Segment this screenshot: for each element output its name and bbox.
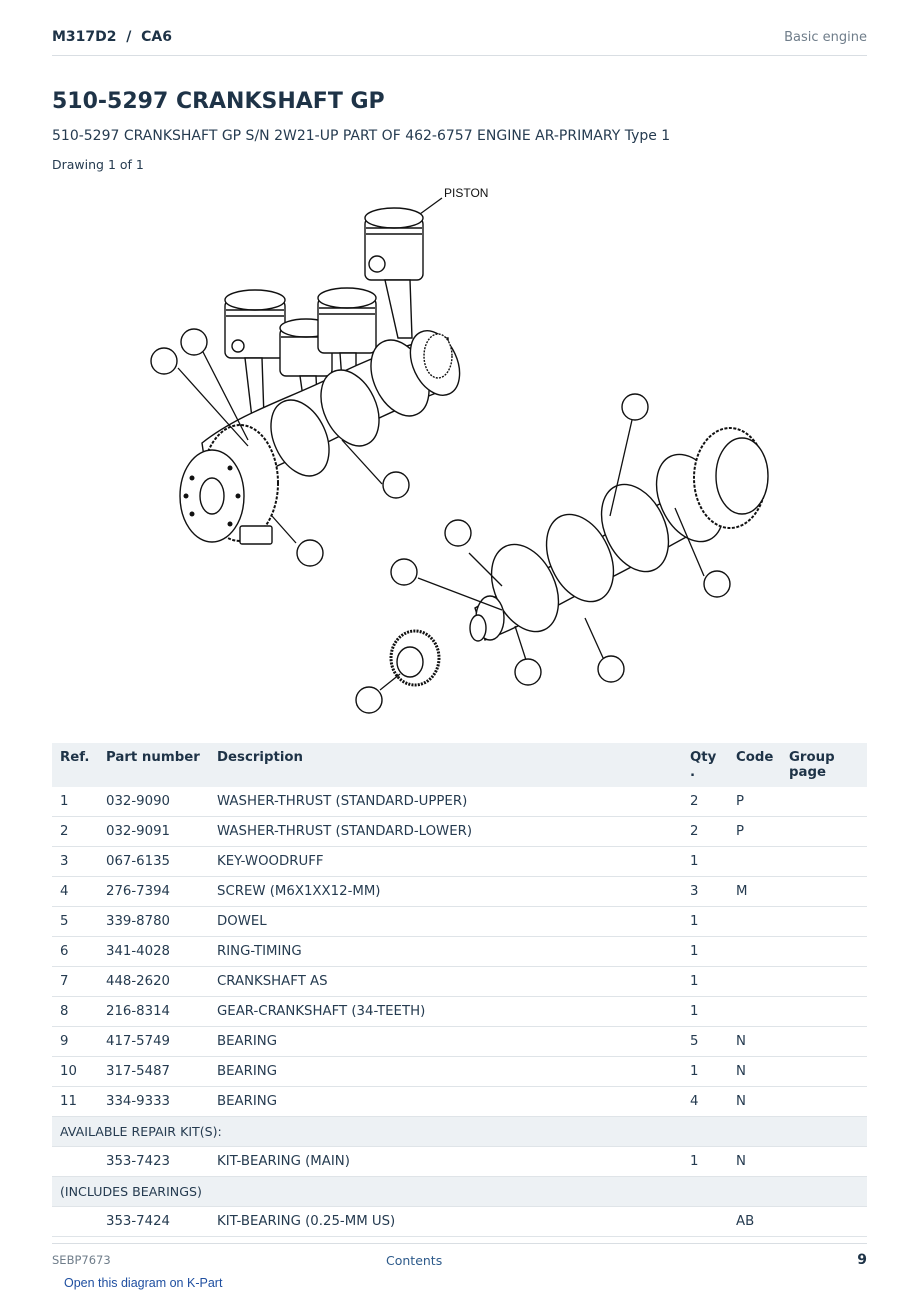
table-row: [52, 907, 867, 937]
col-header-description: Description: [209, 743, 682, 787]
callout-circle: [383, 472, 409, 498]
part-number-cell: 353-7424: [98, 1207, 209, 1237]
description-cell: BEARING: [209, 1057, 682, 1087]
group-page-cell: [781, 1057, 867, 1087]
qty-cell: [682, 1207, 728, 1237]
description-cell: BEARING: [209, 1027, 682, 1057]
code-cell: N: [728, 1147, 781, 1177]
col-header-qty: Qty .: [682, 743, 728, 787]
qty-cell: 1: [682, 847, 728, 877]
description-cell: CRANKSHAFT AS: [209, 967, 682, 997]
description-cell: WASHER-THRUST (STANDARD-LOWER): [209, 817, 682, 847]
qty-cell: 1: [682, 907, 728, 937]
col-header-group-page: Group page: [781, 743, 867, 787]
part-number-cell: 032-9090: [98, 787, 209, 817]
table-row: [52, 787, 867, 817]
group-page-cell: [781, 967, 867, 997]
group-page-cell: [781, 1087, 867, 1117]
parts-table: [52, 743, 867, 1237]
crank-gear: [391, 631, 439, 685]
table-row: [52, 877, 867, 907]
qty-cell: 2: [682, 787, 728, 817]
callout-circle: [598, 656, 624, 682]
description-cell: SCREW (M6X1XX12-MM): [209, 877, 682, 907]
piston-callout-label: PISTON: [444, 186, 489, 200]
section-label: (INCLUDES BEARINGS): [52, 1177, 867, 1207]
piston-left-3: [318, 288, 376, 353]
part-number-cell: 341-4028: [98, 937, 209, 967]
qty-cell: 2: [682, 817, 728, 847]
group-page-cell: [781, 847, 867, 877]
group-page-cell: [781, 877, 867, 907]
model-label: M317D2 / CA6: [52, 29, 172, 45]
ref-cell: [52, 1207, 98, 1237]
table-header-row: [52, 743, 867, 787]
callout-circle: [515, 659, 541, 685]
col-header-code: Code: [728, 743, 781, 787]
ref-cell: 4: [52, 877, 98, 907]
code-cell: N: [728, 1087, 781, 1117]
ref-cell: 8: [52, 997, 98, 1027]
group-page-cell: [781, 1027, 867, 1057]
ref-cell: 3: [52, 847, 98, 877]
part-number-cell: 353-7423: [98, 1147, 209, 1177]
description-cell: RING-TIMING: [209, 937, 682, 967]
code-cell: [728, 847, 781, 877]
part-number-cell: 417-5749: [98, 1027, 209, 1057]
qty-cell: 4: [682, 1087, 728, 1117]
description-cell: GEAR-CRANKSHAFT (34-TEETH): [209, 997, 682, 1027]
group-page-cell: [781, 997, 867, 1027]
contents-link[interactable]: Contents: [386, 1253, 443, 1268]
col-header-part-number: Part number: [98, 743, 209, 787]
table-row: [52, 847, 867, 877]
qty-cell: 5: [682, 1027, 728, 1057]
part-number-cell: 276-7394: [98, 877, 209, 907]
ref-cell: [52, 1147, 98, 1177]
exploded-parts-diagram: [130, 178, 790, 723]
callout-circle: [391, 559, 417, 585]
page-title: 510-5297 CRANKSHAFT GP: [52, 89, 385, 114]
ref-cell: 9: [52, 1027, 98, 1057]
crankshaft-right: [470, 428, 768, 642]
footer-divider: [52, 1243, 867, 1244]
group-page-cell: [781, 1207, 867, 1237]
qty-cell: 1: [682, 1057, 728, 1087]
code-cell: N: [728, 1057, 781, 1087]
code-cell: AB: [728, 1207, 781, 1237]
code-cell: P: [728, 817, 781, 847]
table-row: [52, 997, 867, 1027]
qty-cell: 1: [682, 1147, 728, 1177]
group-page-cell: [781, 937, 867, 967]
table-row: [52, 817, 867, 847]
code-cell: [728, 937, 781, 967]
table-row: [52, 1087, 867, 1117]
section-label: Basic engine: [784, 30, 867, 45]
group-page-cell: [781, 787, 867, 817]
table-section-row: [52, 1177, 867, 1207]
description-cell: WASHER-THRUST (STANDARD-UPPER): [209, 787, 682, 817]
description-cell: KIT-BEARING (MAIN): [209, 1147, 682, 1177]
ref-cell: 6: [52, 937, 98, 967]
qty-cell: 3: [682, 877, 728, 907]
document-id: SEBP7673: [52, 1253, 111, 1267]
table-section-row: [52, 1117, 867, 1147]
code-cell: N: [728, 1027, 781, 1057]
qty-cell: 1: [682, 937, 728, 967]
qty-cell: 1: [682, 997, 728, 1027]
description-cell: KIT-BEARING (0.25-MM US): [209, 1207, 682, 1237]
code-cell: P: [728, 787, 781, 817]
page-number: 9: [857, 1252, 867, 1268]
piston-left-1: [225, 290, 285, 358]
callout-circle: [622, 394, 648, 420]
callout-circle: [445, 520, 471, 546]
ref-cell: 11: [52, 1087, 98, 1117]
code-cell: [728, 907, 781, 937]
qty-cell: 1: [682, 967, 728, 997]
page-subtitle: 510-5297 CRANKSHAFT GP S/N 2W21-UP PART OF 462-6757 ENGINE AR-PRIMARY Type 1: [52, 128, 671, 144]
table-row: [52, 1207, 867, 1237]
table-row: [52, 967, 867, 997]
part-number-cell: 339-8780: [98, 907, 209, 937]
table-row: [52, 1147, 867, 1177]
section-label: AVAILABLE REPAIR KIT(S):: [52, 1117, 867, 1147]
part-number-cell: 032-9091: [98, 817, 209, 847]
code-cell: [728, 967, 781, 997]
ref-cell: 1: [52, 787, 98, 817]
callout-circle: [151, 348, 177, 374]
table-row: [52, 937, 867, 967]
part-number-cell: 067-6135: [98, 847, 209, 877]
description-cell: BEARING: [209, 1087, 682, 1117]
part-number-cell: 448-2620: [98, 967, 209, 997]
header-divider: [52, 55, 867, 56]
code-cell: [728, 997, 781, 1027]
group-page-cell: [781, 817, 867, 847]
description-cell: KEY-WOODRUFF: [209, 847, 682, 877]
part-number-cell: 216-8314: [98, 997, 209, 1027]
callout-circle: [704, 571, 730, 597]
description-cell: DOWEL: [209, 907, 682, 937]
ref-cell: 7: [52, 967, 98, 997]
drawing-label: Drawing 1 of 1: [52, 157, 144, 172]
callout-circle: [297, 540, 323, 566]
kpart-link[interactable]: Open this diagram on K-Part: [64, 1276, 223, 1290]
group-page-cell: [781, 907, 867, 937]
part-number-cell: 334-9333: [98, 1087, 209, 1117]
group-page-cell: [781, 1147, 867, 1177]
ref-cell: 2: [52, 817, 98, 847]
callout-circle: [181, 329, 207, 355]
col-header-ref: Ref.: [52, 743, 98, 787]
table-row: [52, 1057, 867, 1087]
code-cell: M: [728, 877, 781, 907]
ref-cell: 5: [52, 907, 98, 937]
part-number-cell: 317-5487: [98, 1057, 209, 1087]
ref-cell: 10: [52, 1057, 98, 1087]
table-row: [52, 1027, 867, 1057]
callout-circle: [356, 687, 382, 713]
